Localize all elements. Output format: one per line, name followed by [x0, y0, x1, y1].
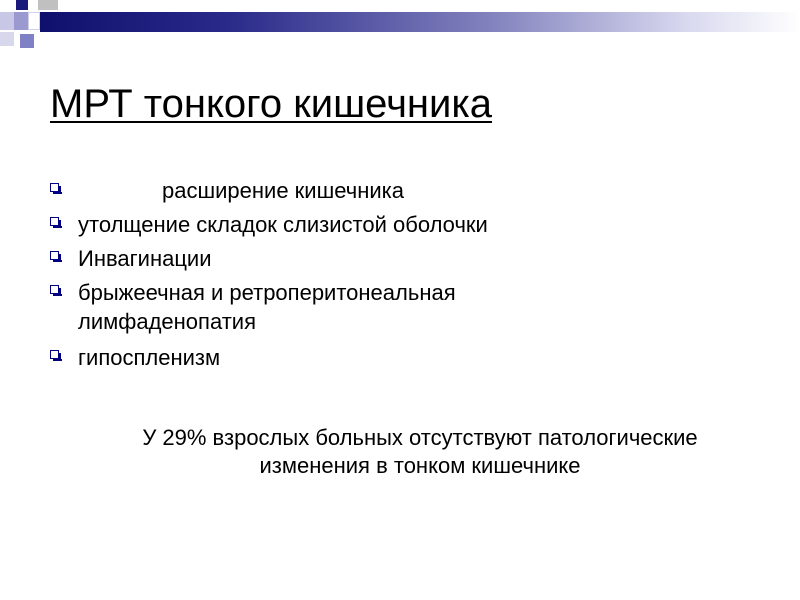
- decor-square-2: [38, 0, 58, 10]
- bullet-square-icon: [50, 217, 59, 226]
- bullet-square-icon: [50, 251, 59, 260]
- summary-note: [60, 424, 780, 480]
- bullet-text: гипоспленизм: [78, 345, 221, 370]
- bullet-text: расширение кишечника: [162, 178, 404, 203]
- bullet-square-icon: [50, 183, 59, 192]
- bullet-text: брыжеечная и ретроперитонеальная лимфаденопатия: [78, 280, 456, 334]
- bullet-square-icon: [50, 350, 59, 359]
- bullet-list: [48, 176, 768, 377]
- decor-square-7: [20, 34, 34, 48]
- bullet-text: Инвагинации: [78, 246, 212, 271]
- slide-title: МРТ тонкого кишечника: [50, 82, 492, 126]
- decor-square-6: [0, 32, 14, 46]
- decor-square-1: [16, 0, 28, 10]
- decor-square-3: [0, 12, 14, 30]
- summary-note-line-2: изменения в тонком кишечнике: [259, 453, 581, 478]
- bullet-item-lymphadenopathy: [48, 278, 578, 336]
- decor-square-5: [28, 12, 40, 30]
- bullet-item-dilation: [48, 176, 768, 205]
- bullet-item-intussusception: [48, 244, 768, 273]
- bullet-square-icon: [50, 285, 59, 294]
- bullet-text: утолщение складок слизистой оболочки: [78, 212, 488, 237]
- bullet-item-hyposplenism: [48, 343, 768, 372]
- bullet-item-fold-thickening: [48, 210, 768, 239]
- header-gradient-bar: [40, 12, 800, 32]
- summary-note-line-1: У 29% взрослых больных отсутствуют патологические: [142, 425, 698, 450]
- decor-square-4: [14, 12, 28, 30]
